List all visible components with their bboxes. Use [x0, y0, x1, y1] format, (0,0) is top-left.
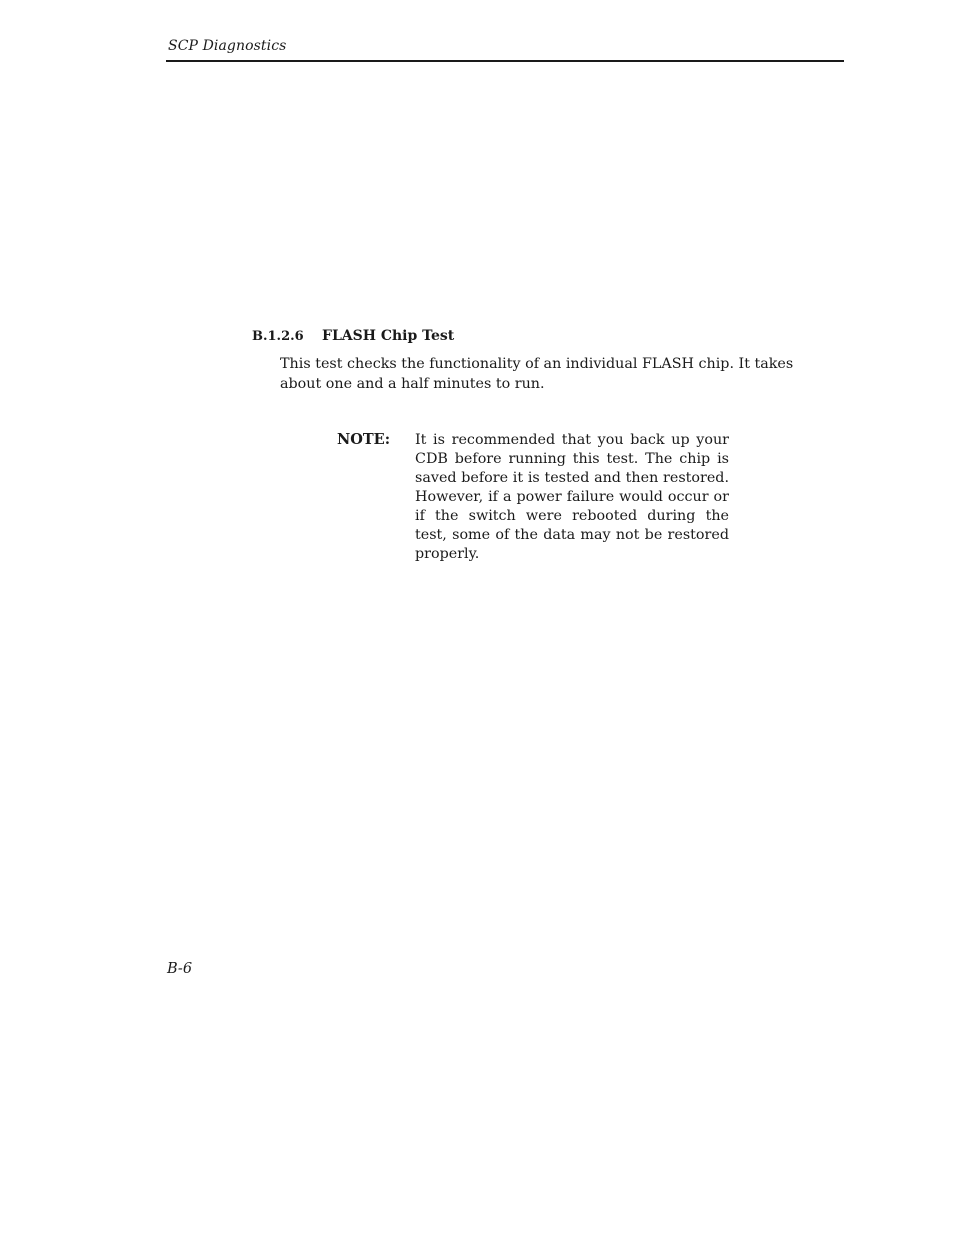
section-title: FLASH Chip Test — [322, 328, 455, 344]
note-text: It is recommended that you back up your CDB before running this test. The chip is saved before it is tested and then restored. However, if a power failure would occur or if the switch were rebooted during the test, some of the data may not be restored properly. — [415, 432, 729, 562]
note-label: NOTE: — [337, 431, 391, 448]
running-header: SCP Diagnostics — [168, 38, 287, 54]
section-number: B.1.2.6 — [252, 329, 304, 344]
section-body-paragraph: This test checks the functionality of an individual FLASH chip. It takes about one and a half minutes to run. — [280, 356, 794, 392]
header-rule — [166, 60, 844, 62]
page-number: B-6 — [167, 961, 193, 977]
